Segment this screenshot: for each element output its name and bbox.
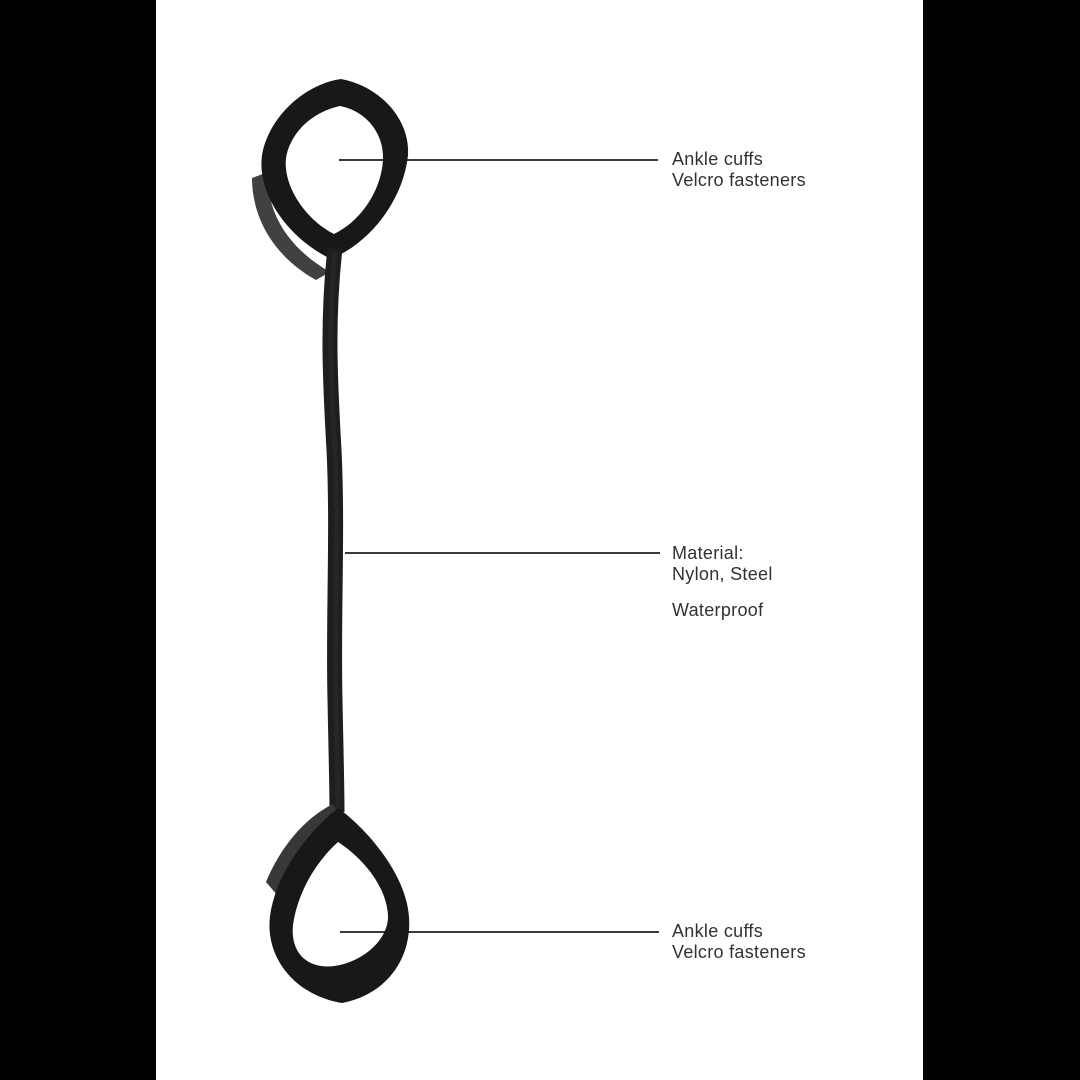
annotation-top-cuff-line1: Ankle cuffs	[672, 149, 764, 169]
annotation-material-line3: Waterproof	[672, 600, 764, 620]
annotation-material	[672, 543, 773, 621]
annotation-bottom-cuff	[672, 921, 806, 963]
annotation-top-cuff-line2: Velcro fasteners	[672, 170, 806, 190]
annotation-top-cuff	[672, 149, 806, 191]
annotation-material-line1: Material:	[672, 543, 744, 563]
annotation-bottom-cuff-line2: Velcro fasteners	[672, 942, 806, 962]
annotation-bottom-cuff-line1: Ankle cuffs	[672, 921, 764, 941]
annotation-material-line2: Nylon, Steel	[672, 564, 773, 584]
bottom-ankle-cuff	[269, 808, 409, 1003]
